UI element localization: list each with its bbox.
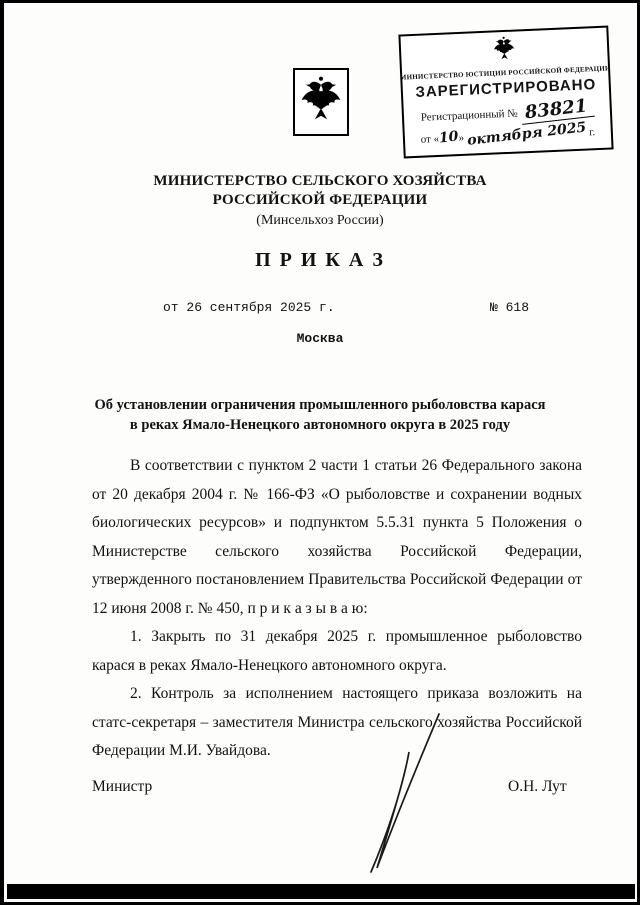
stamp-reg-number-label: Регистрационный № — [420, 107, 519, 124]
coat-of-arms-box — [293, 68, 349, 136]
document-date: от 26 сентября 2025 г. — [163, 300, 335, 315]
stamp-registered-label: ЗАРЕГИСТРИРОВАНО — [415, 76, 597, 101]
handwritten-signature — [343, 710, 455, 880]
body-paragraph-preamble: В соответствии с пунктом 2 части 1 статьи 26 Федерального закона от 20 декабря 2004 г. № 166-ФЗ «О рыболовстве и сохранении водных биологических ресурсов» и подпунктом 5.5.31 пункта 5 Положения о Министерстве сельского хозяйства Российской Федерации, утвержденного постановлением Правительства Российской Федерации от 12 июня 2008 г. № 450, п р и к а з ы в а ю: — [92, 457, 582, 617]
order-body — [92, 452, 582, 766]
signer-name: О.Н. Лут — [508, 778, 567, 795]
stamp-date-month: октября 2025 — [466, 119, 587, 149]
stamp-date-day: 10 — [438, 128, 460, 147]
stamp-registration-date — [420, 119, 596, 149]
body-paragraph-item1: 1. Закрыть по 31 декабря 2025 г. промышленное рыболовство карася в реках Ямало-Ненецкого автономного округа. — [92, 628, 582, 674]
stamp-ministry-line: МИНИСТЕРСТВО ЮСТИЦИИ РОССИЙСКОЙ ФЕДЕРАЦИИ — [399, 64, 611, 82]
stamp-date-suffix: г. — [588, 126, 596, 139]
stamp-eagle-icon — [491, 35, 518, 67]
document-title — [40, 395, 600, 435]
scan-edge-left — [0, 0, 4, 905]
signer-position: Министр — [92, 778, 153, 795]
coat-of-arms-icon — [299, 72, 343, 133]
scan-edge-top — [0, 0, 640, 3]
document-title-line1: Об установлении ограничения промышленного рыболовства карася — [94, 397, 546, 413]
stamp-date-prefix: от « — [420, 132, 440, 146]
stamp-date-close: » — [458, 131, 465, 145]
registration-stamp — [398, 25, 613, 158]
stamp-reg-number-value: 83821 — [519, 95, 594, 125]
body-paragraph-item2: 2. Контроль за исполнением настоящего приказа возложить на статс-секретаря – заместителя Министра сельского хозяйства Российской Федерации М.И. Увайдова. — [92, 685, 582, 759]
org-name-line2: РОССИЙСКОЙ ФЕДЕРАЦИИ — [212, 192, 428, 208]
org-name-line1: МИНИСТЕРСТВО СЕЛЬСКОГО ХОЗЯЙСТВА — [153, 173, 487, 189]
document-city: Москва — [296, 331, 344, 346]
org-short-name: (Минсельхоз России) — [256, 213, 384, 228]
document-number: № 618 — [490, 300, 530, 315]
date-number-row — [0, 300, 640, 320]
document-kind: П Р И К А З — [255, 249, 385, 271]
org-header — [0, 172, 640, 229]
scan-bottom-bar — [7, 884, 635, 899]
document-title-line2: в реках Ямало-Ненецкого автономного округа в 2025 году — [129, 417, 511, 433]
